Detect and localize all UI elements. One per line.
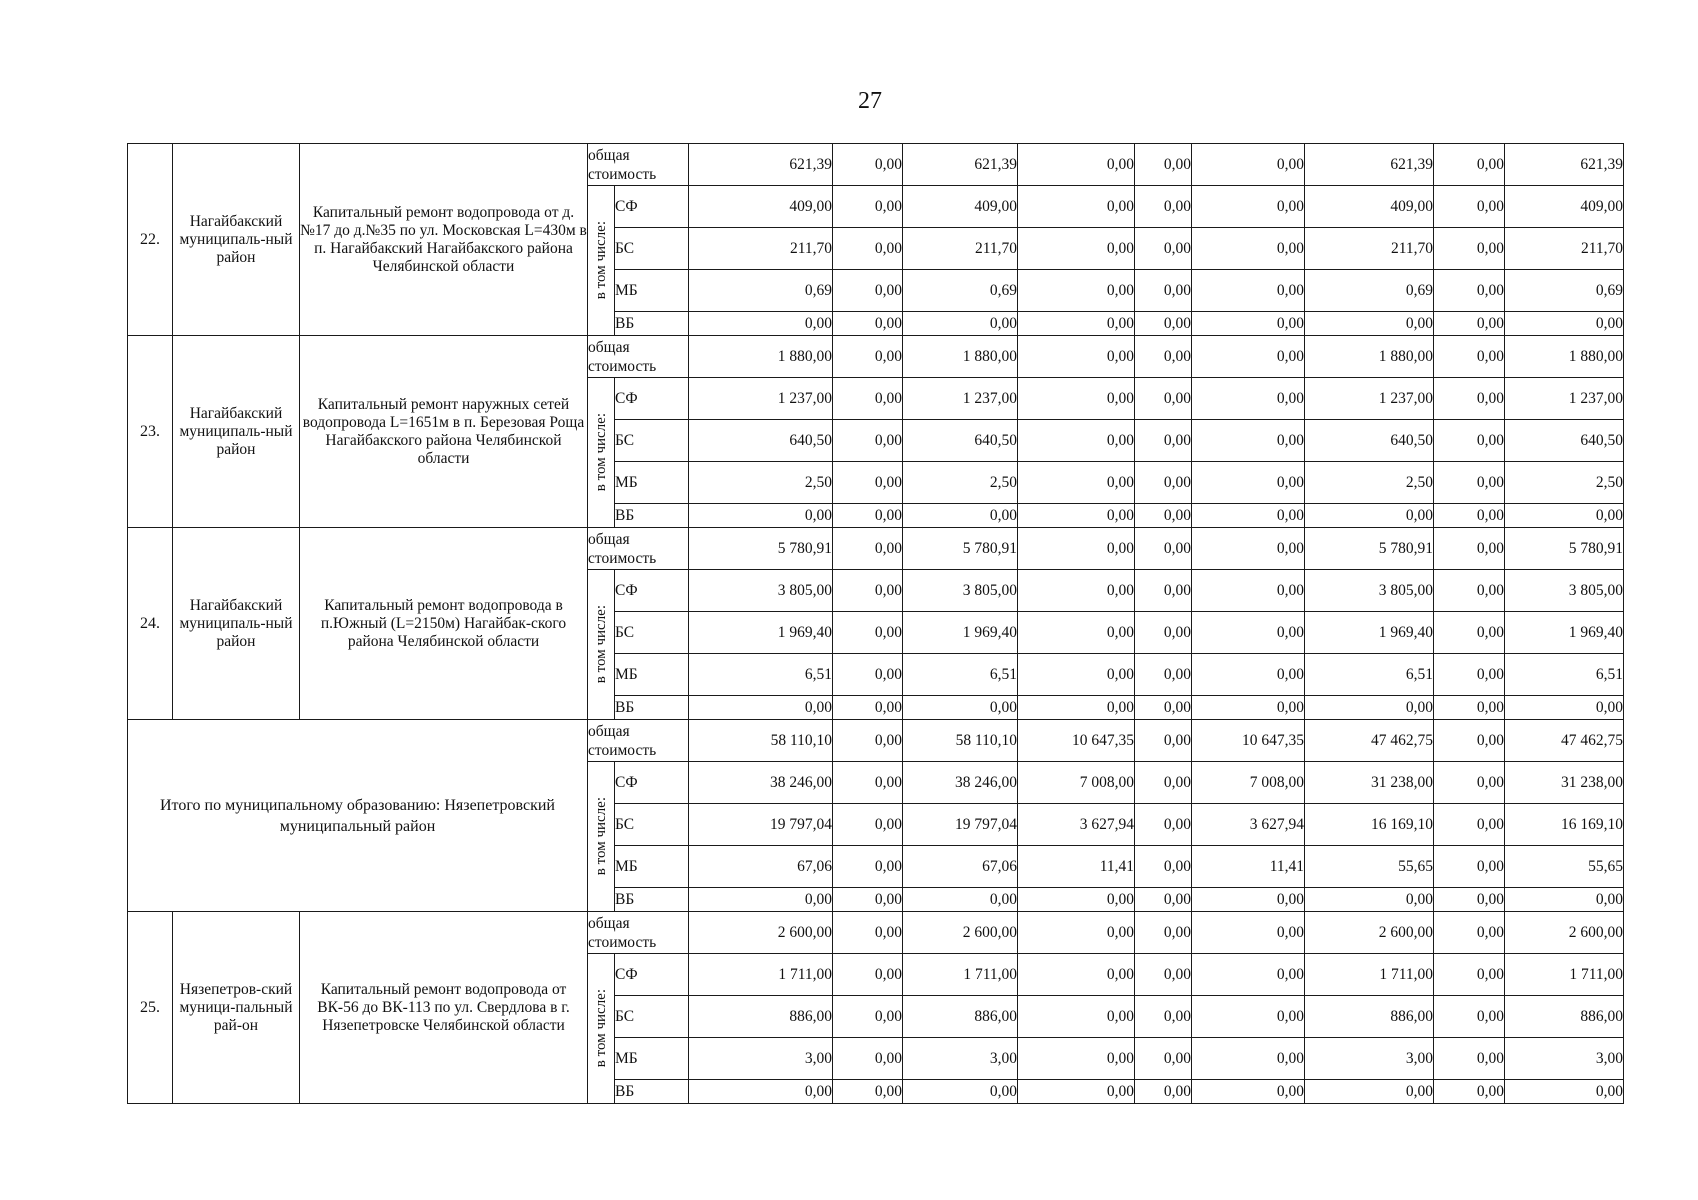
value-cell: 409,00 xyxy=(1505,186,1624,228)
value-cell: 3 805,00 xyxy=(903,570,1018,612)
total-cost-label: общая стоимость xyxy=(588,720,689,762)
table-row xyxy=(128,336,1624,378)
value-cell: 2,50 xyxy=(1305,462,1434,504)
value-cell: 5 780,91 xyxy=(903,528,1018,570)
value-cell: 0,00 xyxy=(1192,186,1305,228)
value-cell: 0,69 xyxy=(1505,270,1624,312)
value-cell: 0,00 xyxy=(1192,612,1305,654)
value-cell: 0,00 xyxy=(1018,654,1135,696)
value-cell: 1 969,40 xyxy=(689,612,833,654)
value-cell: 0,00 xyxy=(1505,696,1624,720)
value-cell: 0,00 xyxy=(1135,144,1192,186)
value-cell: 0,00 xyxy=(1018,378,1135,420)
value-cell: 47 462,75 xyxy=(1505,720,1624,762)
value-cell: 0,00 xyxy=(1192,1038,1305,1080)
value-cell: 0,00 xyxy=(1434,954,1505,996)
value-cell: 0,00 xyxy=(1135,762,1192,804)
description-cell: Капитальный ремонт наружных сетей водопровода L=1651м в п. Березовая Роща Нагайбакского района Челябинской области xyxy=(300,336,588,528)
value-cell: 0,00 xyxy=(1192,504,1305,528)
value-cell: 0,00 xyxy=(1192,954,1305,996)
value-cell: 31 238,00 xyxy=(1305,762,1434,804)
value-cell: 67,06 xyxy=(903,846,1018,888)
value-cell: 211,70 xyxy=(903,228,1018,270)
table-row xyxy=(128,144,1624,186)
value-cell: 0,00 xyxy=(1434,420,1505,462)
value-cell: 1 711,00 xyxy=(689,954,833,996)
value-cell: 0,00 xyxy=(833,312,903,336)
value-cell: 0,00 xyxy=(1434,720,1505,762)
value-cell: 0,00 xyxy=(1135,528,1192,570)
value-cell: 5 780,91 xyxy=(1505,528,1624,570)
value-cell: 0,00 xyxy=(689,1080,833,1104)
value-cell: 0,69 xyxy=(689,270,833,312)
value-cell: 0,00 xyxy=(833,1038,903,1080)
value-cell: 0,00 xyxy=(1135,954,1192,996)
value-cell: 0,00 xyxy=(833,888,903,912)
value-cell: 10 647,35 xyxy=(1018,720,1135,762)
value-cell: 0,00 xyxy=(1135,462,1192,504)
value-cell: 11,41 xyxy=(1018,846,1135,888)
value-cell: 0,00 xyxy=(833,996,903,1038)
total-cost-label: общая стоимость xyxy=(588,144,689,186)
value-cell: 0,00 xyxy=(1192,1080,1305,1104)
value-cell: 0,00 xyxy=(1434,144,1505,186)
value-cell: 0,00 xyxy=(1135,336,1192,378)
value-cell: 886,00 xyxy=(689,996,833,1038)
value-cell: 886,00 xyxy=(903,996,1018,1038)
value-cell: 6,51 xyxy=(1305,654,1434,696)
value-cell: 0,00 xyxy=(1018,312,1135,336)
table-row xyxy=(128,720,1624,762)
value-cell: 0,00 xyxy=(1018,336,1135,378)
value-cell: 0,00 xyxy=(1434,378,1505,420)
value-cell: 58 110,10 xyxy=(903,720,1018,762)
value-cell: 0,00 xyxy=(1135,846,1192,888)
value-cell: 0,00 xyxy=(833,720,903,762)
value-cell: 0,00 xyxy=(1018,912,1135,954)
description-cell: Капитальный ремонт водопровода от ВК-56 до ВК-113 по ул. Свердлова в г. Нязепетровске Челябинской области xyxy=(300,912,588,1104)
value-cell: 0,00 xyxy=(1018,228,1135,270)
value-cell: 0,00 xyxy=(1434,996,1505,1038)
value-cell: 3,00 xyxy=(903,1038,1018,1080)
value-cell: 16 169,10 xyxy=(1505,804,1624,846)
value-cell: 31 238,00 xyxy=(1505,762,1624,804)
funding-source-label: СФ xyxy=(615,762,689,804)
total-label: Итого по муниципальному образованию: Нязепетровский муниципальный район xyxy=(128,720,588,912)
value-cell: 0,00 xyxy=(1135,378,1192,420)
value-cell: 3,00 xyxy=(689,1038,833,1080)
including-label: в том числе: xyxy=(592,797,609,876)
value-cell: 2 600,00 xyxy=(1305,912,1434,954)
value-cell: 0,00 xyxy=(1505,888,1624,912)
value-cell: 0,00 xyxy=(1135,504,1192,528)
value-cell: 0,00 xyxy=(903,696,1018,720)
value-cell: 0,00 xyxy=(1434,804,1505,846)
value-cell: 0,00 xyxy=(833,378,903,420)
including-label-cell xyxy=(588,570,615,720)
value-cell: 55,65 xyxy=(1305,846,1434,888)
value-cell: 1 969,40 xyxy=(1305,612,1434,654)
value-cell: 0,00 xyxy=(1434,846,1505,888)
value-cell: 38 246,00 xyxy=(689,762,833,804)
total-cost-label: общая стоимость xyxy=(588,912,689,954)
funding-source-label: МБ xyxy=(615,462,689,504)
value-cell: 0,00 xyxy=(833,270,903,312)
value-cell: 621,39 xyxy=(1305,144,1434,186)
description-cell: Капитальный ремонт водопровода от д.№17 до д.№35 по ул. Московская L=430м в п. Нагайбакский Нагайбакского района Челябинской области xyxy=(300,144,588,336)
value-cell: 0,00 xyxy=(1192,696,1305,720)
funding-source-label: МБ xyxy=(615,270,689,312)
value-cell: 0,00 xyxy=(1135,696,1192,720)
value-cell: 2 600,00 xyxy=(1505,912,1624,954)
page-number: 27 xyxy=(858,88,882,114)
value-cell: 0,00 xyxy=(833,570,903,612)
value-cell: 0,00 xyxy=(1018,528,1135,570)
municipality-cell: Нагайбакский муниципаль-ный район xyxy=(173,144,300,336)
value-cell: 0,00 xyxy=(1135,1080,1192,1104)
value-cell: 0,00 xyxy=(1135,804,1192,846)
value-cell: 0,00 xyxy=(1505,1080,1624,1104)
row-number: 22. xyxy=(128,144,173,336)
value-cell: 0,00 xyxy=(689,312,833,336)
value-cell: 0,00 xyxy=(1434,612,1505,654)
value-cell: 0,00 xyxy=(833,1080,903,1104)
value-cell: 0,00 xyxy=(1135,312,1192,336)
value-cell: 0,00 xyxy=(1135,270,1192,312)
value-cell: 2,50 xyxy=(903,462,1018,504)
including-label: в том числе: xyxy=(592,605,609,684)
value-cell: 0,00 xyxy=(1434,1038,1505,1080)
value-cell: 0,00 xyxy=(1192,912,1305,954)
including-label-cell xyxy=(588,186,615,336)
including-label-cell xyxy=(588,954,615,1104)
value-cell: 621,39 xyxy=(1505,144,1624,186)
value-cell: 0,00 xyxy=(833,462,903,504)
including-label-cell xyxy=(588,378,615,528)
value-cell: 1 880,00 xyxy=(1505,336,1624,378)
value-cell: 0,00 xyxy=(1192,570,1305,612)
value-cell: 0,00 xyxy=(1192,228,1305,270)
value-cell: 886,00 xyxy=(1505,996,1624,1038)
value-cell: 0,00 xyxy=(1192,654,1305,696)
value-cell: 0,00 xyxy=(1135,1038,1192,1080)
description-cell: Капитальный ремонт водопровода в п.Южный (L=2150м) Нагайбак-ского района Челябинской области xyxy=(300,528,588,720)
value-cell: 0,00 xyxy=(1505,312,1624,336)
value-cell: 2 600,00 xyxy=(689,912,833,954)
funding-source-label: БС xyxy=(615,228,689,270)
value-cell: 621,39 xyxy=(689,144,833,186)
value-cell: 0,00 xyxy=(1305,1080,1434,1104)
value-cell: 640,50 xyxy=(1305,420,1434,462)
value-cell: 211,70 xyxy=(1305,228,1434,270)
value-cell: 0,00 xyxy=(1135,420,1192,462)
value-cell: 0,00 xyxy=(833,528,903,570)
value-cell: 47 462,75 xyxy=(1305,720,1434,762)
table-row xyxy=(128,912,1624,954)
value-cell: 7 008,00 xyxy=(1192,762,1305,804)
value-cell: 0,00 xyxy=(1018,462,1135,504)
value-cell: 0,00 xyxy=(833,504,903,528)
value-cell: 0,00 xyxy=(833,186,903,228)
value-cell: 640,50 xyxy=(689,420,833,462)
value-cell: 0,00 xyxy=(1305,696,1434,720)
value-cell: 0,00 xyxy=(1305,312,1434,336)
value-cell: 0,00 xyxy=(689,888,833,912)
value-cell: 2,50 xyxy=(689,462,833,504)
total-cost-label: общая стоимость xyxy=(588,336,689,378)
value-cell: 1 880,00 xyxy=(903,336,1018,378)
value-cell: 0,00 xyxy=(1434,504,1505,528)
value-cell: 0,00 xyxy=(1018,888,1135,912)
municipality-cell: Нагайбакский муниципаль-ный район xyxy=(173,336,300,528)
value-cell: 3 805,00 xyxy=(689,570,833,612)
value-cell: 1 969,40 xyxy=(1505,612,1624,654)
funding-source-label: ВБ xyxy=(615,312,689,336)
funding-source-label: СФ xyxy=(615,954,689,996)
value-cell: 0,00 xyxy=(833,654,903,696)
value-cell: 0,00 xyxy=(1434,888,1505,912)
value-cell: 640,50 xyxy=(903,420,1018,462)
value-cell: 3 805,00 xyxy=(1505,570,1624,612)
including-label-cell xyxy=(588,762,615,912)
including-label: в том числе: xyxy=(592,989,609,1068)
value-cell: 0,00 xyxy=(903,1080,1018,1104)
value-cell: 16 169,10 xyxy=(1305,804,1434,846)
value-cell: 0,00 xyxy=(1135,912,1192,954)
value-cell: 0,00 xyxy=(833,762,903,804)
value-cell: 0,00 xyxy=(1192,144,1305,186)
value-cell: 0,00 xyxy=(1434,762,1505,804)
value-cell: 58 110,10 xyxy=(689,720,833,762)
value-cell: 0,00 xyxy=(1434,336,1505,378)
value-cell: 0,00 xyxy=(1434,1080,1505,1104)
row-number: 24. xyxy=(128,528,173,720)
value-cell: 0,00 xyxy=(1192,336,1305,378)
value-cell: 3,00 xyxy=(1305,1038,1434,1080)
value-cell: 621,39 xyxy=(903,144,1018,186)
value-cell: 211,70 xyxy=(689,228,833,270)
value-cell: 0,00 xyxy=(1018,420,1135,462)
value-cell: 2 600,00 xyxy=(903,912,1018,954)
funding-source-label: СФ xyxy=(615,186,689,228)
value-cell: 1 880,00 xyxy=(689,336,833,378)
value-cell: 0,00 xyxy=(1192,462,1305,504)
municipality-cell: Нагайбакский муниципаль-ный район xyxy=(173,528,300,720)
value-cell: 0,00 xyxy=(1018,612,1135,654)
value-cell: 0,00 xyxy=(1434,186,1505,228)
value-cell: 3 627,94 xyxy=(1018,804,1135,846)
value-cell: 0,00 xyxy=(1434,312,1505,336)
value-cell: 0,00 xyxy=(1018,144,1135,186)
row-number: 23. xyxy=(128,336,173,528)
value-cell: 0,00 xyxy=(1192,996,1305,1038)
value-cell: 0,00 xyxy=(1434,462,1505,504)
value-cell: 0,00 xyxy=(1018,270,1135,312)
value-cell: 0,00 xyxy=(1018,996,1135,1038)
funding-source-label: ВБ xyxy=(615,1080,689,1104)
value-cell: 1 880,00 xyxy=(1305,336,1434,378)
funding-source-label: БС xyxy=(615,996,689,1038)
funding-source-label: МБ xyxy=(615,846,689,888)
value-cell: 0,00 xyxy=(1018,570,1135,612)
value-cell: 0,00 xyxy=(1018,186,1135,228)
funding-source-label: БС xyxy=(615,804,689,846)
value-cell: 0,00 xyxy=(833,912,903,954)
value-cell: 0,00 xyxy=(1018,696,1135,720)
total-cost-label: общая стоимость xyxy=(588,528,689,570)
value-cell: 0,69 xyxy=(1305,270,1434,312)
value-cell: 409,00 xyxy=(689,186,833,228)
value-cell: 6,51 xyxy=(903,654,1018,696)
value-cell: 0,00 xyxy=(1505,504,1624,528)
value-cell: 1 969,40 xyxy=(903,612,1018,654)
including-label: в том числе: xyxy=(592,221,609,300)
value-cell: 3 805,00 xyxy=(1305,570,1434,612)
value-cell: 0,00 xyxy=(1018,1038,1135,1080)
value-cell: 0,00 xyxy=(833,954,903,996)
value-cell: 0,00 xyxy=(1135,996,1192,1038)
value-cell: 7 008,00 xyxy=(1018,762,1135,804)
value-cell: 1 237,00 xyxy=(1505,378,1624,420)
value-cell: 0,00 xyxy=(833,612,903,654)
including-label: в том числе: xyxy=(592,413,609,492)
funding-source-label: СФ xyxy=(615,378,689,420)
value-cell: 0,00 xyxy=(1135,654,1192,696)
funding-source-label: ВБ xyxy=(615,504,689,528)
table-row xyxy=(128,528,1624,570)
value-cell: 0,00 xyxy=(1434,270,1505,312)
value-cell: 0,00 xyxy=(833,228,903,270)
value-cell: 5 780,91 xyxy=(689,528,833,570)
value-cell: 0,00 xyxy=(1192,528,1305,570)
funding-source-label: ВБ xyxy=(615,696,689,720)
value-cell: 0,00 xyxy=(833,420,903,462)
value-cell: 3,00 xyxy=(1505,1038,1624,1080)
value-cell: 0,00 xyxy=(1192,888,1305,912)
value-cell: 1 711,00 xyxy=(903,954,1018,996)
value-cell: 0,00 xyxy=(833,144,903,186)
value-cell: 0,00 xyxy=(833,696,903,720)
value-cell: 1 711,00 xyxy=(1305,954,1434,996)
funding-source-label: ВБ xyxy=(615,888,689,912)
value-cell: 6,51 xyxy=(1505,654,1624,696)
value-cell: 0,00 xyxy=(1135,612,1192,654)
row-number: 25. xyxy=(128,912,173,1104)
value-cell: 67,06 xyxy=(689,846,833,888)
value-cell: 0,00 xyxy=(1135,228,1192,270)
value-cell: 0,00 xyxy=(1434,912,1505,954)
value-cell: 0,00 xyxy=(1192,312,1305,336)
value-cell: 0,69 xyxy=(903,270,1018,312)
value-cell: 0,00 xyxy=(1192,270,1305,312)
funding-source-label: БС xyxy=(615,612,689,654)
value-cell: 1 237,00 xyxy=(903,378,1018,420)
value-cell: 0,00 xyxy=(1305,888,1434,912)
value-cell: 0,00 xyxy=(1135,570,1192,612)
value-cell: 1 237,00 xyxy=(689,378,833,420)
value-cell: 0,00 xyxy=(833,846,903,888)
value-cell: 211,70 xyxy=(1505,228,1624,270)
value-cell: 0,00 xyxy=(1135,888,1192,912)
value-cell: 0,00 xyxy=(833,804,903,846)
value-cell: 409,00 xyxy=(1305,186,1434,228)
value-cell: 0,00 xyxy=(689,696,833,720)
funding-source-label: СФ xyxy=(615,570,689,612)
value-cell: 0,00 xyxy=(1192,420,1305,462)
value-cell: 0,00 xyxy=(1018,504,1135,528)
value-cell: 11,41 xyxy=(1192,846,1305,888)
value-cell: 0,00 xyxy=(1018,954,1135,996)
value-cell: 55,65 xyxy=(1505,846,1624,888)
value-cell: 0,00 xyxy=(1434,654,1505,696)
value-cell: 0,00 xyxy=(903,504,1018,528)
value-cell: 3 627,94 xyxy=(1192,804,1305,846)
value-cell: 0,00 xyxy=(1434,528,1505,570)
table-body xyxy=(128,144,1624,1104)
value-cell: 409,00 xyxy=(903,186,1018,228)
value-cell: 0,00 xyxy=(1305,504,1434,528)
value-cell: 0,00 xyxy=(1135,186,1192,228)
program-table xyxy=(127,143,1624,1104)
value-cell: 640,50 xyxy=(1505,420,1624,462)
value-cell: 19 797,04 xyxy=(903,804,1018,846)
value-cell: 6,51 xyxy=(689,654,833,696)
value-cell: 38 246,00 xyxy=(903,762,1018,804)
value-cell: 0,00 xyxy=(1434,696,1505,720)
funding-source-label: БС xyxy=(615,420,689,462)
funding-source-label: МБ xyxy=(615,654,689,696)
funding-source-label: МБ xyxy=(615,1038,689,1080)
value-cell: 1 237,00 xyxy=(1305,378,1434,420)
value-cell: 0,00 xyxy=(689,504,833,528)
value-cell: 0,00 xyxy=(1135,720,1192,762)
municipality-cell: Нязепетров-ский муници-пальный рай-он xyxy=(173,912,300,1104)
value-cell: 0,00 xyxy=(1192,378,1305,420)
value-cell: 886,00 xyxy=(1305,996,1434,1038)
value-cell: 0,00 xyxy=(1018,1080,1135,1104)
value-cell: 10 647,35 xyxy=(1192,720,1305,762)
value-cell: 0,00 xyxy=(833,336,903,378)
value-cell: 1 711,00 xyxy=(1505,954,1624,996)
value-cell: 19 797,04 xyxy=(689,804,833,846)
value-cell: 0,00 xyxy=(903,888,1018,912)
value-cell: 0,00 xyxy=(1434,570,1505,612)
value-cell: 0,00 xyxy=(903,312,1018,336)
value-cell: 5 780,91 xyxy=(1305,528,1434,570)
value-cell: 0,00 xyxy=(1434,228,1505,270)
value-cell: 2,50 xyxy=(1505,462,1624,504)
